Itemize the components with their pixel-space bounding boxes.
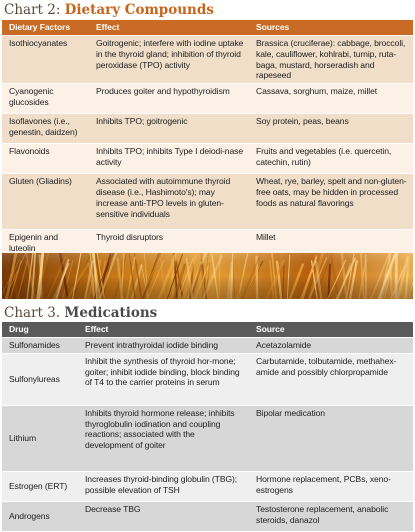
table-row (2, 144, 413, 174)
column-header-dietary-factors: Dietary Factors (2, 20, 89, 36)
wheat-field-photo (2, 253, 413, 299)
medications-table (2, 322, 413, 532)
column-header-drug: Drug (2, 322, 78, 338)
source-cell: Hormone replacement, PCBs, xeno-estrogens (249, 471, 413, 501)
effect-cell: Associated with autoimmune thyroid disease (i.e., Hashimoto's); may increase anti-TPO levels in gluten-sensitive individuals (89, 174, 249, 230)
dietary-compounds-table (2, 20, 413, 257)
table-header-row (2, 322, 413, 338)
effect-cell: Goitrogenic; interfere with iodine uptake in the thyroid gland; inhibition of thyroid peroxidase (TPO) activity (89, 36, 249, 84)
effect-cell: Inhibits TPO; inhibits Type I deiodi-nase activity (89, 144, 249, 174)
drug-cell: Sulfonamides (2, 338, 78, 354)
table-row (2, 405, 413, 471)
factor-cell: Flavonoids (2, 144, 89, 174)
effect-cell: Inhibits TPO; goitrogenic (89, 114, 249, 144)
source-cell: Acetazolamide (249, 338, 413, 354)
table-row (2, 471, 413, 501)
effect-cell: Inhibit the synthesis of thyroid hor-mone; goiter; inhibit iodide binding, block binding of T4 to the carrier proteins in serum (78, 353, 249, 405)
chart-3-name: Medications (64, 305, 157, 321)
chart-3-title (4, 303, 157, 323)
table-header-row (2, 20, 413, 36)
table-row (2, 338, 413, 354)
source-cell: Carbutamide, tolbutamide, methahex-amide and possibly chlorpropamide (249, 353, 413, 405)
drug-cell: Androgens (2, 501, 78, 531)
factor-cell: Epigenin and luteolin (2, 230, 89, 257)
drug-cell: Estrogen (ERT) (2, 471, 78, 501)
factor-cell: Gluten (Gliadins) (2, 174, 89, 230)
table-row (2, 353, 413, 405)
sources-cell: Fruits and vegetables (i.e. quercetin, catechin, rutin) (249, 144, 413, 174)
column-header-source: Source (249, 322, 413, 338)
effect-cell: Prevent intrathyroidal iodide binding (78, 338, 249, 354)
chart-2-name: Dietary Compounds (65, 2, 214, 18)
table-row (2, 114, 413, 144)
table-row (2, 84, 413, 114)
factor-cell: Cyanogenic glucosides (2, 84, 89, 114)
sources-cell: Soy protein, peas, beans (249, 114, 413, 144)
chart-3-number: Chart 3. (4, 305, 64, 321)
source-cell: Testosterone replacement, anabolic steroids, danazol (249, 501, 413, 531)
table-row (2, 501, 413, 531)
sources-cell: Wheat, rye, barley, spelt and non-gluten-free oats, may be hidden in processed foods as natural flavorings (249, 174, 413, 230)
effect-cell: Decrease TBG (78, 501, 249, 531)
sources-cell: Cassava, sorghum, maize, millet (249, 84, 413, 114)
factor-cell: Isothiocyanates (2, 36, 89, 84)
effect-cell: Increases thyroid-binding globulin (TBG); possible elevation of TSH (78, 471, 249, 501)
effect-cell: Produces goiter and hypothyroidism (89, 84, 249, 114)
table-row (2, 174, 413, 230)
chart-2-title (4, 0, 214, 20)
drug-cell: Lithium (2, 405, 78, 471)
source-cell: Bipolar medication (249, 405, 413, 471)
drug-cell: Sulfonylureas (2, 353, 78, 405)
sources-cell: Brassica (cruciferae): cabbage, broccoli, kale, cauliflower, kohlrabi, turnip, ruta-baga, mustard, horseradish and rapeseed (249, 36, 413, 84)
factor-cell: Isoflavones (i.e., genestin, daidzen) (2, 114, 89, 144)
column-header-effect: Effect (89, 20, 249, 36)
effect-cell: Inhibits thyroid hormone release; inhibits thyroglobulin iodination and coupling reactions; associated with the development of goiter (78, 405, 249, 471)
sources-cell: Millet (249, 230, 413, 257)
column-header-sources: Sources (249, 20, 413, 36)
column-header-effect: Effect (78, 322, 249, 338)
effect-cell: Thyroid disruptors (89, 230, 249, 257)
table-row (2, 36, 413, 84)
chart-2-number: Chart 2: (4, 2, 65, 18)
